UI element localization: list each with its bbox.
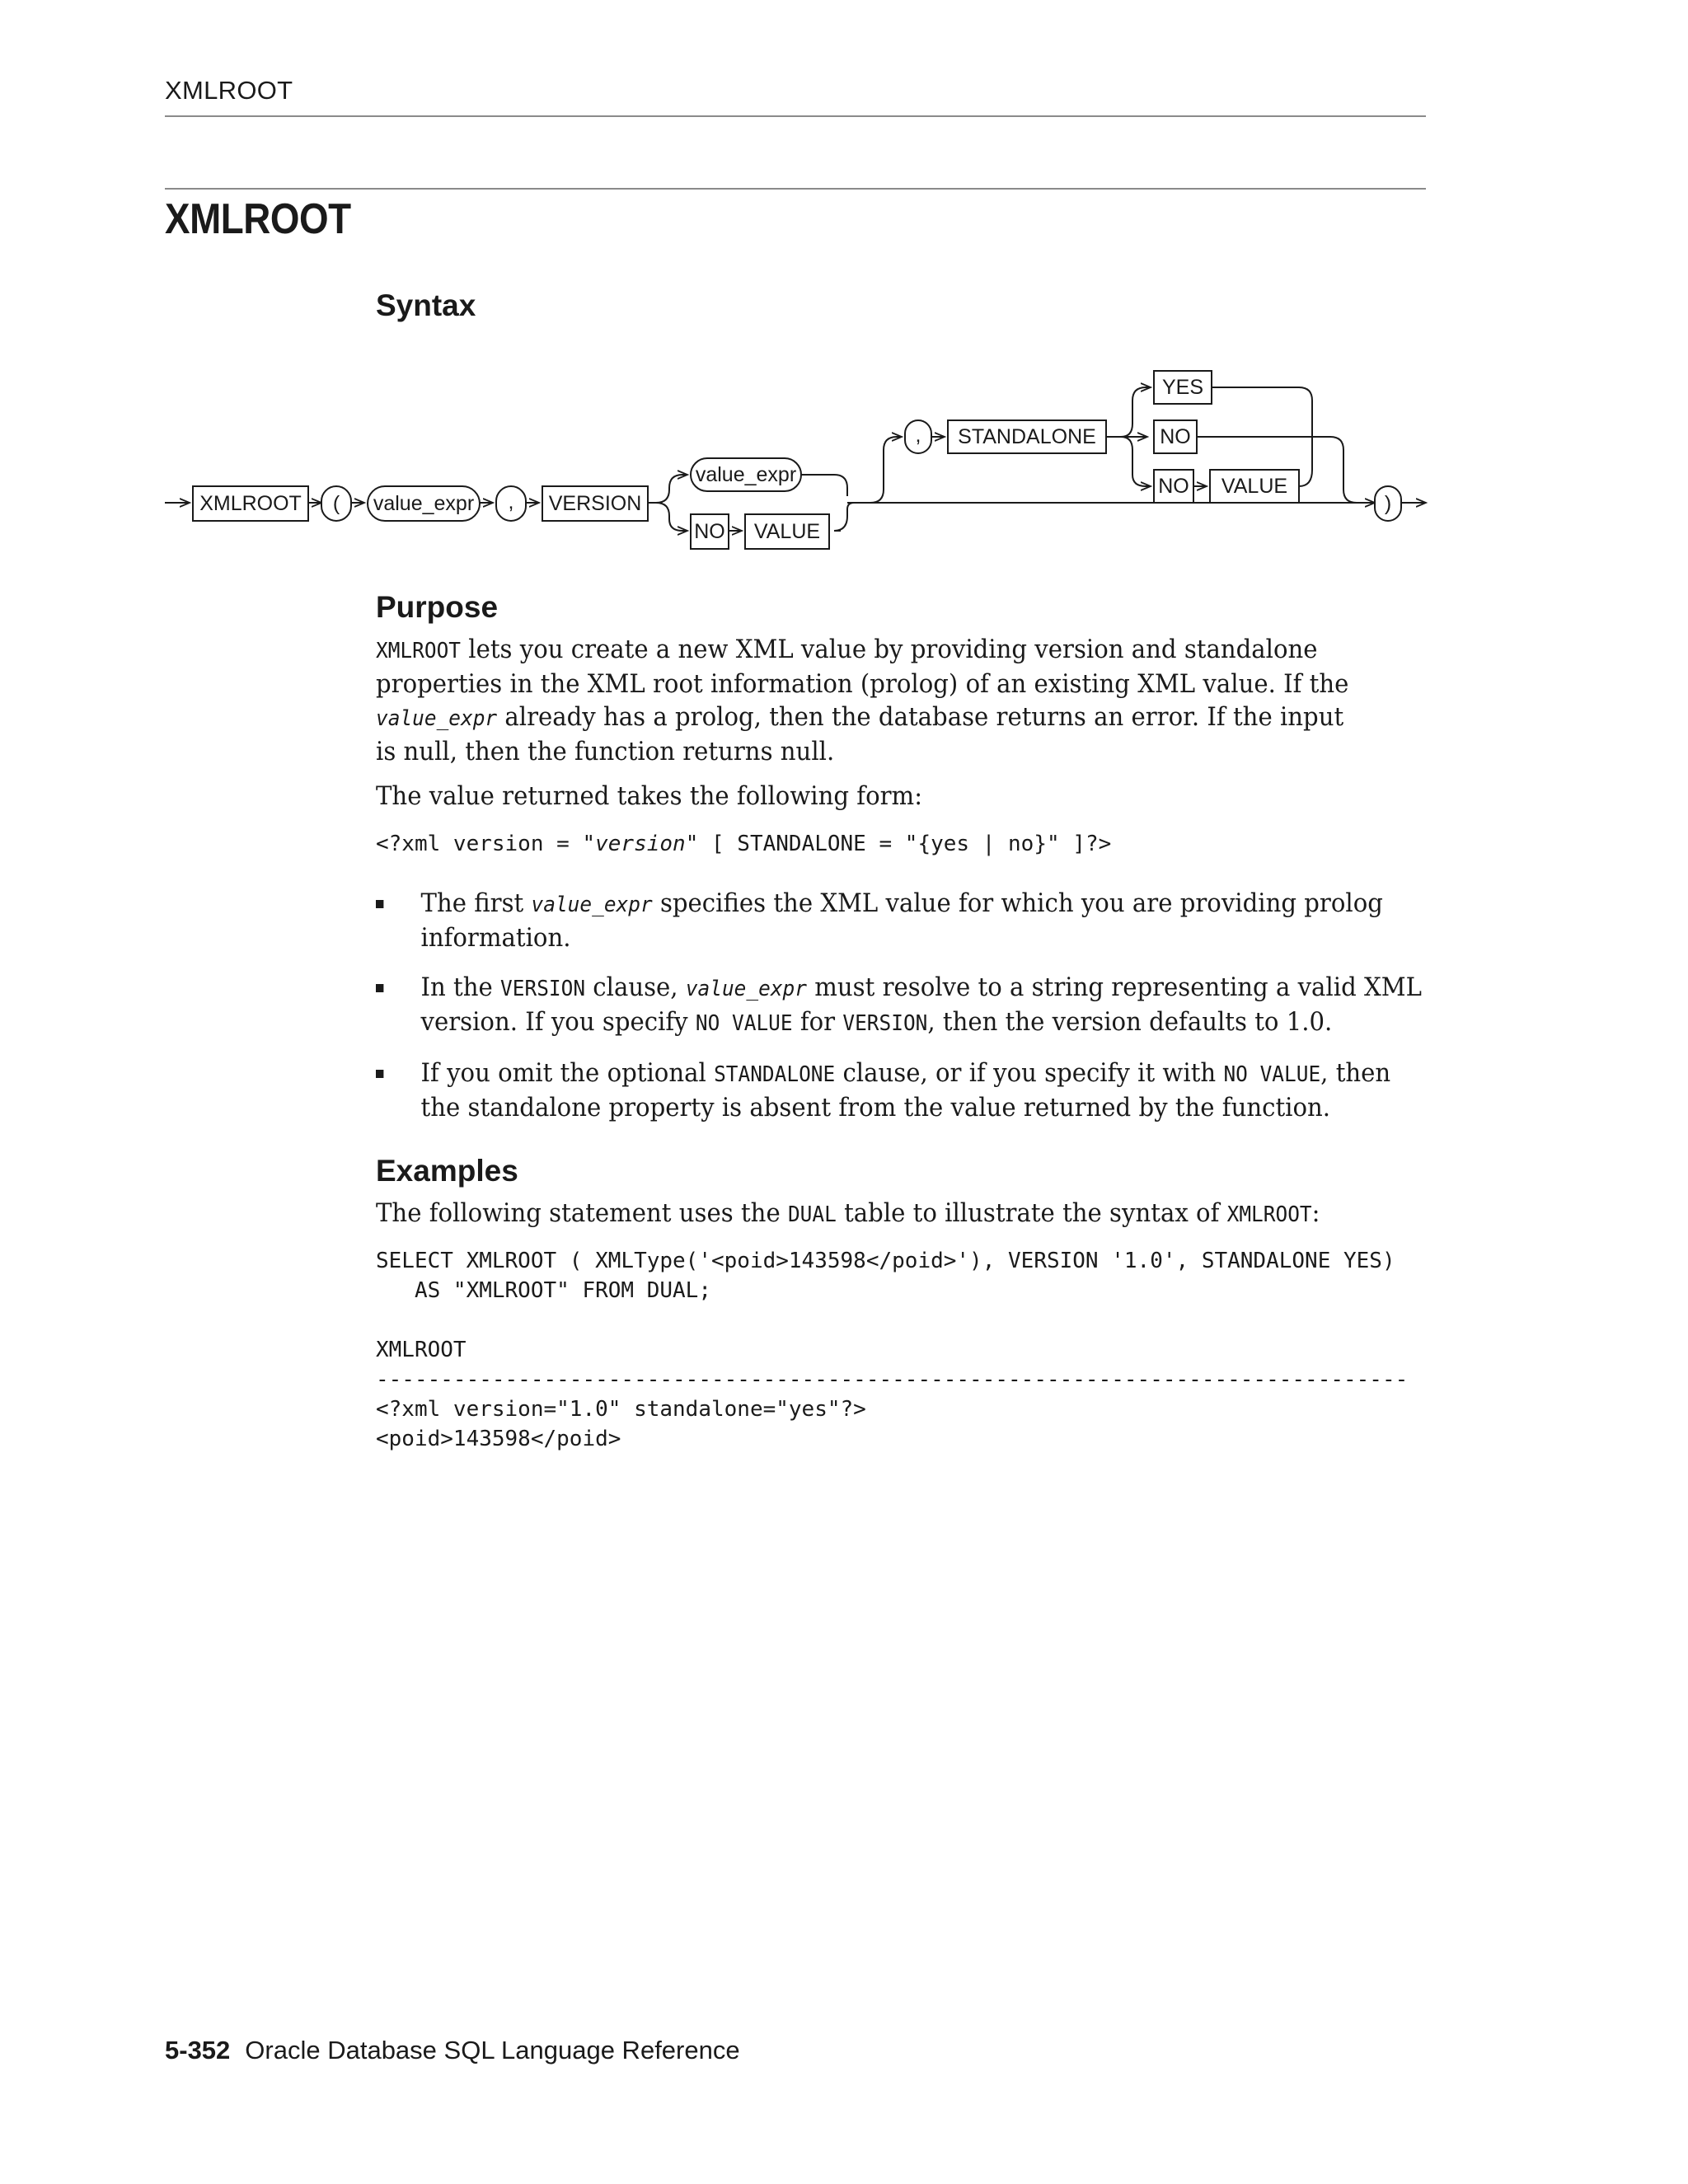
diagram-xmlroot: XMLROOT xyxy=(199,492,302,515)
inline-code: STANDALONE xyxy=(714,1062,836,1087)
bullet-square-icon xyxy=(376,1070,383,1078)
inline-code: NO VALUE xyxy=(1223,1062,1321,1087)
diagram-version: VERSION xyxy=(548,492,642,515)
diagram-value-expr-2: value_expr xyxy=(695,463,797,486)
purpose-paragraph xyxy=(376,633,1360,768)
item-text: , then the standalone property is absent from the value returned by the function. xyxy=(420,1058,1391,1122)
code-text: <?xml version = " xyxy=(376,832,596,856)
diagram-comma-1: , xyxy=(508,490,514,513)
inline-code: XMLROOT xyxy=(376,639,462,663)
running-header: XMLROOT xyxy=(165,76,293,105)
item-text: The first xyxy=(420,888,532,918)
list-item xyxy=(376,1057,1428,1124)
item-text: for xyxy=(792,1007,843,1037)
example-sql-code: SELECT XMLROOT ( XMLType('<poid>143598</poid>'), VERSION '1.0', STANDALONE YES) AS "XMLROOT" FROM DUAL; xyxy=(376,1249,1395,1303)
example-output-code: XMLROOT -------------------------------------------------------------------------------- <?xml version="1.0" standalone="yes"?> <poid>143598</poid> xyxy=(376,1338,1409,1451)
item-text: In the xyxy=(420,972,501,1002)
list-item xyxy=(376,971,1428,1040)
page-title: XMLROOT xyxy=(165,195,351,243)
item-text: , then the version defaults to 1.0. xyxy=(927,1007,1333,1037)
paragraph-text: table to illustrate the syntax of xyxy=(836,1198,1227,1228)
diagram-rparen: ) xyxy=(1384,492,1392,515)
paragraph-text: lets you create a new XML value by providing version and standalone properties in the XML root information (prolog) of an existing XML value. If the xyxy=(376,635,1349,699)
item-text: clause, xyxy=(585,972,686,1002)
code-italic-text: version xyxy=(595,832,686,856)
diagram-no-1: NO xyxy=(694,520,725,543)
title-rule xyxy=(165,188,1426,190)
paragraph-text: The following statement uses the xyxy=(376,1198,788,1228)
diagram-yes: YES xyxy=(1161,376,1204,399)
diagram-comma-2: , xyxy=(915,424,921,447)
bullet-square-icon xyxy=(376,900,383,908)
item-text: specifies the XML value for which you are providing prolog information. xyxy=(420,888,1383,953)
diagram-value-1: VALUE xyxy=(753,520,821,543)
examples-paragraph xyxy=(376,1197,1360,1231)
item-text: clause, or if you specify it with xyxy=(835,1058,1224,1088)
return-form-intro: The value returned takes the following form: xyxy=(376,781,923,811)
syntax-railroad-diagram xyxy=(157,346,1442,560)
book-title: Oracle Database SQL Language Reference xyxy=(245,2036,740,2064)
page-number: 5-352 xyxy=(165,2036,231,2064)
diagram-lparen: ( xyxy=(332,492,340,515)
bullet-square-icon xyxy=(376,984,383,992)
paragraph-text: already has a prolog, then the database returns an error. If the input is null, then the function returns null. xyxy=(376,702,1344,766)
code-text: " [ STANDALONE = "{yes | no}" ]?> xyxy=(685,832,1112,856)
diagram-no-2: NO xyxy=(1160,425,1191,448)
return-form-code xyxy=(376,829,1111,859)
paragraph-text: : xyxy=(1311,1198,1320,1228)
inline-code-italic: value_expr xyxy=(685,977,807,1001)
item-text: must resolve to a string representing a valid XML version. If you specify xyxy=(420,972,1422,1037)
purpose-heading: Purpose xyxy=(376,590,499,624)
item-text: If you omit the optional xyxy=(420,1058,715,1088)
syntax-heading: Syntax xyxy=(376,288,476,322)
diagram-no-3: NO xyxy=(1158,475,1189,498)
page-footer xyxy=(165,2036,740,2065)
list-item xyxy=(376,887,1428,954)
inline-code: XMLROOT xyxy=(1226,1202,1312,1227)
diagram-value-expr-1: value_expr xyxy=(373,492,475,515)
inline-code-italic: value_expr xyxy=(376,706,498,731)
inline-code-italic: value_expr xyxy=(531,893,653,917)
inline-code: VERSION xyxy=(500,977,586,1001)
diagram-value-2: VALUE xyxy=(1221,475,1288,498)
purpose-bullet-list xyxy=(376,887,1431,1141)
header-rule xyxy=(165,115,1426,117)
diagram-standalone: STANDALONE xyxy=(958,425,1096,448)
inline-code: DUAL xyxy=(787,1202,837,1227)
inline-code: VERSION xyxy=(842,1011,928,1036)
examples-heading: Examples xyxy=(376,1154,518,1188)
inline-code: NO VALUE xyxy=(695,1011,793,1036)
